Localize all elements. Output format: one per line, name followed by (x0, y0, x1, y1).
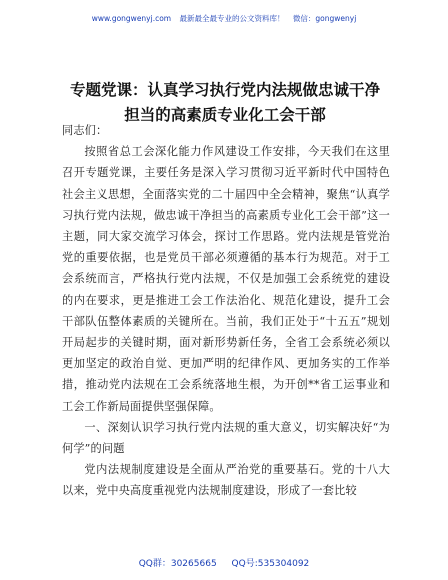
page-footer (0, 556, 448, 569)
document-title-line-2: 担当的高素质专业化工会干部 (124, 106, 326, 124)
salutation: 同志们： (62, 124, 108, 137)
header-slogan: 最新最全最专业的公文资料库！ (179, 14, 285, 23)
header-site-link[interactable]: www.gongwenyj.com (91, 14, 172, 23)
section-heading-1: 一、深刻认识学习执行党内法规的重大意义，切实解决好“为何学”的问题 (62, 420, 390, 456)
footer-qq-group: QQ群：30265665 (138, 559, 217, 569)
page-header (0, 0, 448, 38)
body-paragraph-1: 按照省总工会深化能力作风建设工作安排，今天我们在这里召开专题党课，主要任务是深入学习贯彻习近平新时代中国特色社会主义思想，全面落实党的二十届四中全会精神，聚焦“认真学习执行党内法规，做忠诚干净担当的高素质专业化工会干部”这一主题，同大家交流学习体会，探讨工作思路。党内法规是管党治党的重要依据，也是党员干部必须遵循的基本行为规范。对于工会系统而言，严格执行党内法规，不仅是加强工会系统党的建设的内在要求，更是推进工会工作法治化、规范化建设，提升工会干部队伍整体素质的关键所在。当前，我们正处于“十五五”规划开局起步的关键时期，面对新形势新任务，全省工会系统必须以更加坚定的政治自觉、更加严明的纪律作风、更加务实的工作举措，推动党内法规在工会系统落地生根，为开创**省工运事业和工会工作新局面提供坚强保障。 (62, 145, 390, 413)
header-wechat: 微信：gongwenyj (292, 14, 357, 23)
footer-qq-number: QQ号:535304092 (231, 559, 310, 569)
document-body (62, 120, 390, 502)
document-title-line-1: 专题党课：认真学习执行党内法规做忠诚干净 (69, 81, 380, 99)
body-paragraph-2: 党内法规制度建设是全面从严治党的重要基石。党的十八大以来，党中央高度重视党内法规制度建设，形成了一套比较 (62, 463, 390, 498)
